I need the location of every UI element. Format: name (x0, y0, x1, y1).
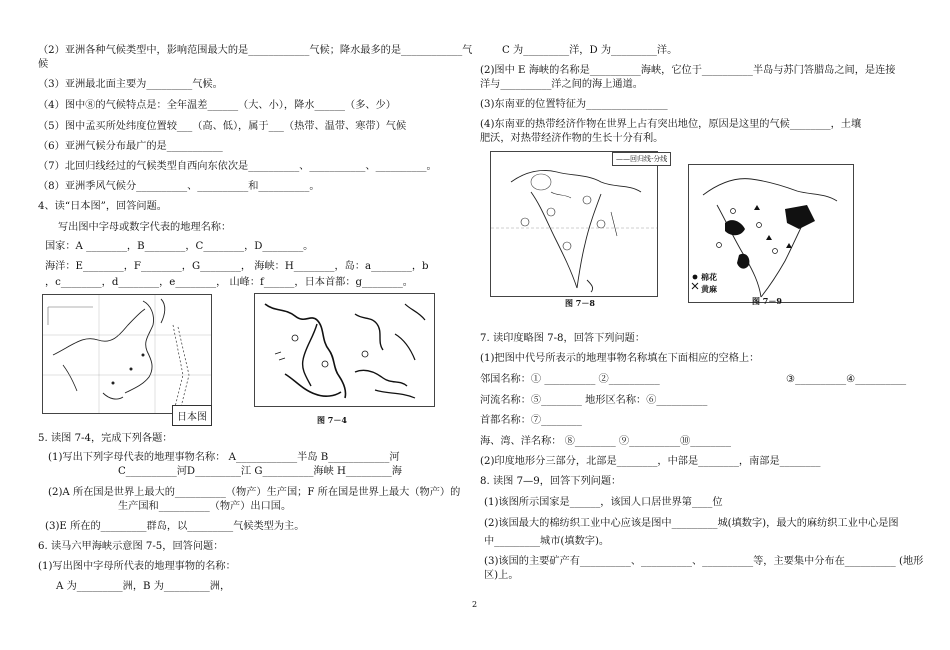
question-8-part2-cont: 中_________城市(填数字)。 (484, 536, 610, 547)
question-6-part2: (2)图中 E 海峡的名称是__________海峡，它位于__________半岛与苏门答腊岛之间，是连接 (480, 65, 896, 76)
question-7-neighbors-1: 邻国名称：① __________ ②__________ (480, 374, 660, 385)
question-5-title: 5. 读图 7-4，完成下列各题： (38, 433, 173, 444)
question-6-part1-ab: A 为_________洲，B 为_________洲， (56, 581, 231, 592)
figure-7-9-caption: 图 7－9 (752, 296, 782, 306)
q3-item-2: （2）亚洲各种气候类型中，影响范围最大的是____________气候；降水最多的是____________气 (38, 45, 473, 56)
q3-item-2-cont: 候 (38, 59, 49, 70)
question-8-part3: (3)该国的主要矿产有__________、__________、__________等，主要集中分布在__________ (地形 (484, 556, 924, 567)
question-7-rivers: 河流名称：⑤________ 地形区名称：⑥__________ (480, 395, 708, 406)
question-5-part2-cont: 生产国和__________（物产）出口国。 (118, 501, 292, 512)
q3-item-5: （5）图中孟买所处纬度位置较___（高、低），属于___（热带、温带、寒带）气候 (38, 121, 407, 132)
question-8-part1: (1)该图所示国家是______，该国人口居世界第____位 (484, 497, 723, 508)
question-7-neighbors-2: ③__________④__________ (786, 374, 907, 385)
question-7-seas: 海、湾、洋名称： ⑧________ ⑨__________⑩________ (480, 436, 731, 447)
figure-7-4-caption: 图 7－4 (317, 415, 347, 425)
figure-7-8-legend: ——回归线·分线 (612, 152, 671, 166)
figure-7-8-caption: 图 7－8 (565, 298, 595, 308)
page-number: 2 (472, 600, 478, 609)
question-4-title: 4、读“日本图”，回答问题。 (38, 201, 167, 212)
southeast-asia-map-drawing (255, 294, 434, 406)
figure-7-4-map (254, 293, 435, 407)
question-8-part3-cont: 区)上。 (484, 570, 519, 581)
question-4-oceans: 海洋：E________，F________，G________， 海峡：H________，岛：a________，b (45, 261, 429, 272)
japan-map-figure (42, 294, 212, 414)
q3-item-4: （4）图中⑧的气候特点是：全年温差______（大、小），降水______（多、少） (38, 100, 396, 111)
legend-jute-label: 黄麻 (701, 284, 717, 294)
question-6-part1: (1)写出图中字母所代表的地理事物的名称： (38, 561, 236, 572)
question-6-title: 6. 读马六甲海峡示意图 7-5，回答问题： (38, 541, 224, 552)
question-6-part3: (3)东南亚的位置特征为________________ (480, 99, 668, 110)
question-7-part2: (2)印度地形分三部分，北部是________，中部是________，南部是________ (480, 456, 821, 467)
question-7-title: 7. 读印度略图 7-8，回答下列问题： (480, 333, 646, 344)
question-5-part1-cont: C__________河D_________江 G__________海峡 H_________海 (118, 466, 402, 477)
question-7-capital: 首都名称：⑦________ (480, 415, 582, 426)
q3-item-7: （7）北回归线经过的气候类型自西向东依次是__________、___________、__________。 (38, 161, 437, 172)
question-5-part3: (3)E 所在的_________群岛，以_________气候类型为主。 (45, 521, 305, 532)
q3-item-3: （3）亚洲最北面主要为_________气候。 (38, 79, 223, 90)
india-outline-map-drawing (491, 152, 657, 296)
question-5-part1: (1)写出下列字母代表的地理事物名称： A____________半岛 B____________河 (48, 452, 400, 463)
japan-map-drawing (43, 295, 211, 413)
question-8-title: 8. 读图 7—9，回答下列问题： (480, 476, 622, 487)
figure-7-8-map (490, 151, 658, 297)
question-7-part1: (1)把图中代号所表示的地理事物名称填在下面相应的空格上： (480, 353, 760, 364)
question-6-part2-cont: 洋与__________洋之间的海上通道。 (480, 79, 643, 90)
question-8-part2: (2)该国最大的棉纺织工业中心应该是图中_________城(填数字)，最大的麻纺织工业中心是图 (484, 518, 899, 529)
legend-cotton-label: 棉花 (701, 272, 717, 282)
q3-item-6: （6）亚洲气候分布最广的是___________ (38, 141, 223, 152)
japan-map-label: 日本图 (172, 405, 212, 426)
question-6-part4: (4)东南亚的热带经济作物在世界上占有突出地位，原因是这里的气候________，土壤 (480, 119, 862, 130)
question-6-cd: C 为_________洋，D 为_________洋。 (502, 45, 678, 56)
question-4-features: ，c________，d________，e________， 山峰：f______，日本首都：g________。 (45, 277, 413, 288)
question-4-countries: 国家：A ________，B________，C________，D________。 (45, 241, 314, 252)
question-6-part4-cont: 肥沃，对热带经济作物的生长十分有利。 (480, 133, 664, 144)
q3-item-8: （8）亚洲季风气候分__________、__________和__________。 (38, 181, 320, 192)
question-4-instruction: 写出图中字母或数字代表的地理名称： (58, 222, 232, 233)
question-5-part2: (2)A 所在国是世界上最大的__________（物产）生产国；F 所在国是世界上最大（物产）的 (48, 487, 461, 498)
